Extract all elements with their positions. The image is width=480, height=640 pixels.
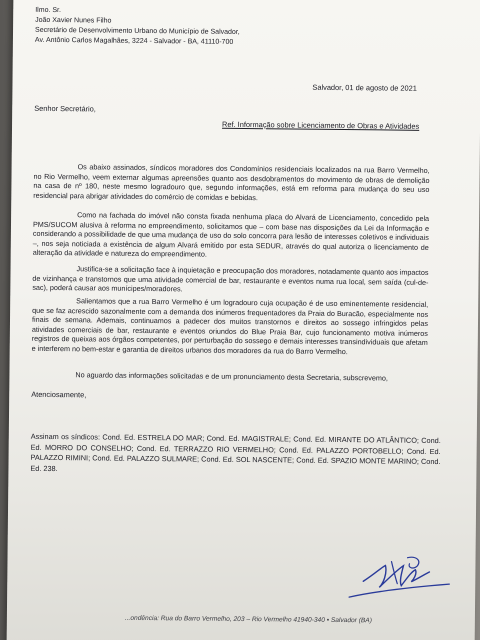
paragraph-1: Os abaixo assinados, síndicos moradores dos Condomínios residenciais localizados na rua Barro Vermelho, no Rio Vermelho, veem externar algumas apreensões quanto aos desdobramentos do movimento de obras de demolição na casa de nº 180, neste mesmo logradouro que, segundo informações, está em reforma para mudança do seu uso residencial para abrigar atividades do comércio de comidas e bebidas.	[33, 162, 430, 202]
paragraph-3: Justifica-se a solicitação face à inquietação e preocupação dos moradores, notadamente quanto aos impactos de vizinhança e transtornos que uma atividade comercial de bar, restaurante e eventos numa rua local, sem saída (cul-de-sac), poderá causar aos munícipes/moradores.	[32, 264, 429, 294]
salutation: Senhor Secretário,	[34, 103, 96, 114]
paragraph-4: Salientamos que a rua Barro Vermelho é um logradouro cuja ocupação é de uso eminentemente residencial, que se faz acrescido sazonalmente com a demanda dos inúmeros frequentadores da Praia do Buracão, especialmente nos finais de semana. Ademais, continuamos a padecer dos muitos transtornos e direitos ao sossego infringidos pelas atividades comerciais de bar, restaurante e eventos oriundos do Blue Praia Bar, cujo funcionamento motiva inúmeros registros de queixas aos órgãos competentes, por perturbação do sossego e demais interesses transindividuais que afetam e interferem no bem-estar e garantia de direitos urbanos dos moradores da rua do Barro Vermelho.	[31, 296, 429, 356]
paragraph-5: No aguardo das informações solicitadas e de um pronunciamento desta Secretaria, subscrevemo,	[75, 370, 388, 383]
closing: Atenciosamente,	[31, 389, 87, 400]
letter-page	[7, 0, 480, 640]
recipient-address: Av. Antônio Carlos Magalhães, 3224 - Salvador - BA, 41110-700	[34, 36, 234, 46]
recipient-name: João Xavier Nunes Filho	[35, 16, 112, 25]
signatories: Assinam os síndicos: Cond. Ed. ESTRELA DO MAR; Cond. Ed. MAGISTRALE; Cond. Ed. MIRANTE DO ATLÂNTICO; Cond. Ed. MORRO DO CONSELHO; Cond. Ed. TERRAZZO RIO VERMELHO; Cond. Ed. PALAZZO PORTOBELLO; Cond. Ed. PALAZZO RIMINI; Cond. Ed. PALAZZO SULMARE; Cond. Ed. SOL NASCENTE; Cond. Ed. SPAZIO MONTE MARINO; Cond. Ed. 238.	[30, 431, 441, 473]
date-line: Salvador, 01 de agosto de 2021	[312, 82, 417, 93]
handwritten-signature	[345, 543, 456, 604]
recipient-title: Ilmo. Sr.	[35, 6, 61, 15]
paragraph-2: Como na fachada do imóvel não consta fixada nenhuma placa do Alvará de Licenciamento, concedido pela PMS/SUCOM alusiva à reforma no empreendimento, solicitamos que – com base nas disposições da Lei da Informação e considerando a possibilidade de que uma mudança de uso do solo concorra para lesão de interesses coletivos e individuais –, nos seja noticiada a existência de algum Alvará emitido por esta SEDUR, através do qual autoriza o licenciamento de alteração da atividade e natureza do empreendimento.	[32, 210, 430, 259]
footer-address: ...ondência: Rua do Barro Vermelho, 203 – Rio Vermelho 41940-340 • Salvador (BA)	[124, 614, 372, 625]
subject-line: Ref. Informação sobre Licenciamento de Obras e Atividades	[222, 119, 420, 131]
recipient-role: Secretário de Desenvolvimento Urbano do Município de Salvador,	[35, 26, 240, 36]
